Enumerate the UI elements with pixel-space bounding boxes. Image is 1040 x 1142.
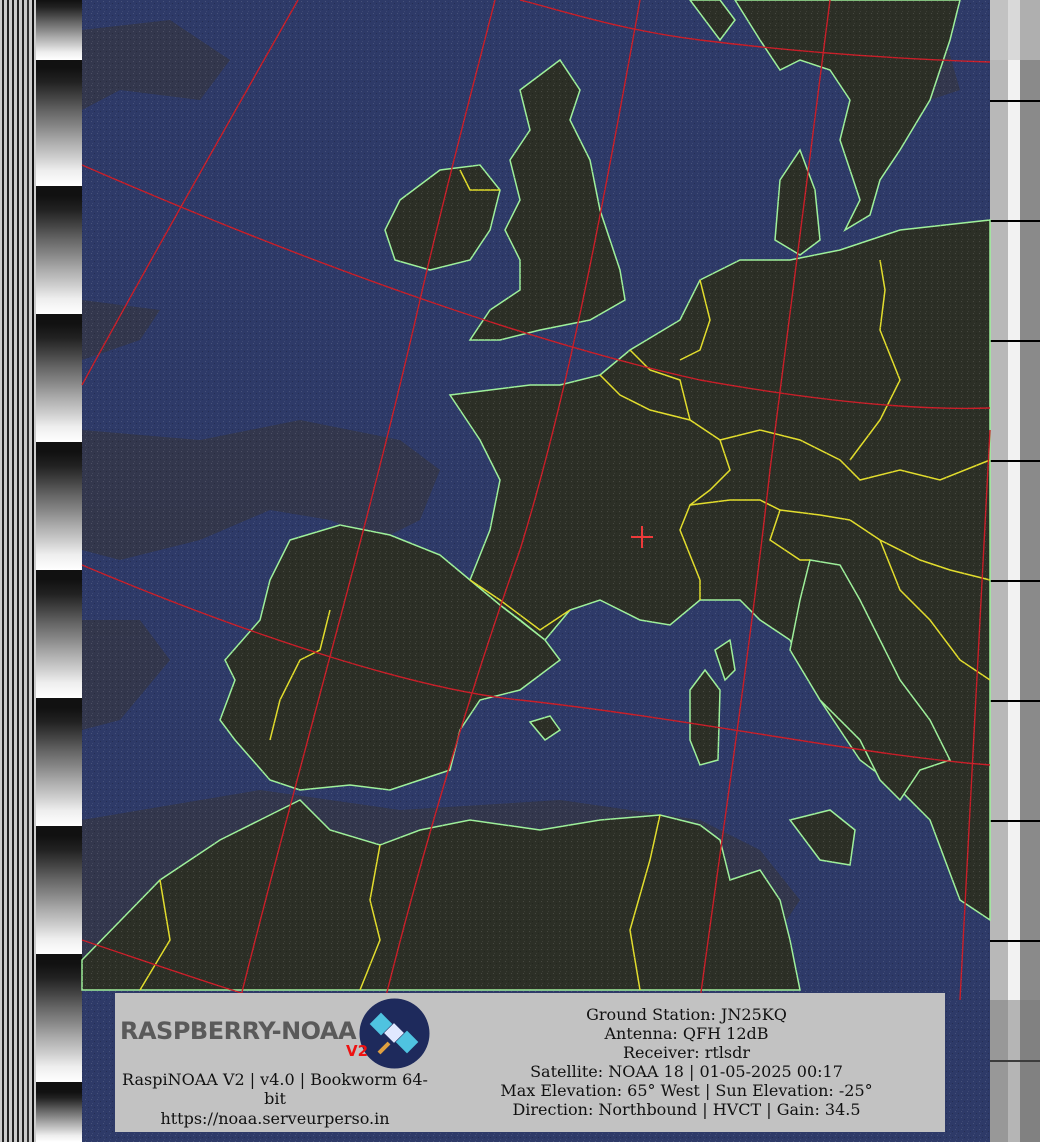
left-sync-strip xyxy=(0,0,36,1142)
satellite-logo-icon xyxy=(359,998,430,1069)
direction-line: Direction: Northbound | HVCT | Gain: 34.5 xyxy=(512,1100,861,1119)
elevation-line: Max Elevation: 65° West | Sun Elevation: -25° xyxy=(500,1081,873,1100)
right-telemetry-strip xyxy=(990,0,1040,1142)
left-calibration-wedge xyxy=(36,0,82,1142)
website-url: https://noaa.serveurperso.in xyxy=(160,1109,390,1128)
info-panel xyxy=(115,993,945,1132)
logo-area xyxy=(115,993,435,1132)
brand-name: RASPBERRY-NOAA xyxy=(120,1017,357,1045)
logo-version-badge: V2 xyxy=(346,1042,369,1060)
station-details xyxy=(490,1005,883,1119)
antenna-line: Antenna: QFH 12dB xyxy=(604,1024,769,1043)
ground-station-line: Ground Station: JN25KQ xyxy=(586,1005,787,1024)
version-info: RaspiNOAA V2 | v4.0 | Bookworm 64-bit xyxy=(122,1070,428,1108)
brand-logo-text xyxy=(120,1017,356,1045)
satellite-line: Satellite: NOAA 18 | 01-05-2025 00:17 xyxy=(530,1062,843,1081)
receiver-line: Receiver: rtlsdr xyxy=(623,1043,750,1062)
